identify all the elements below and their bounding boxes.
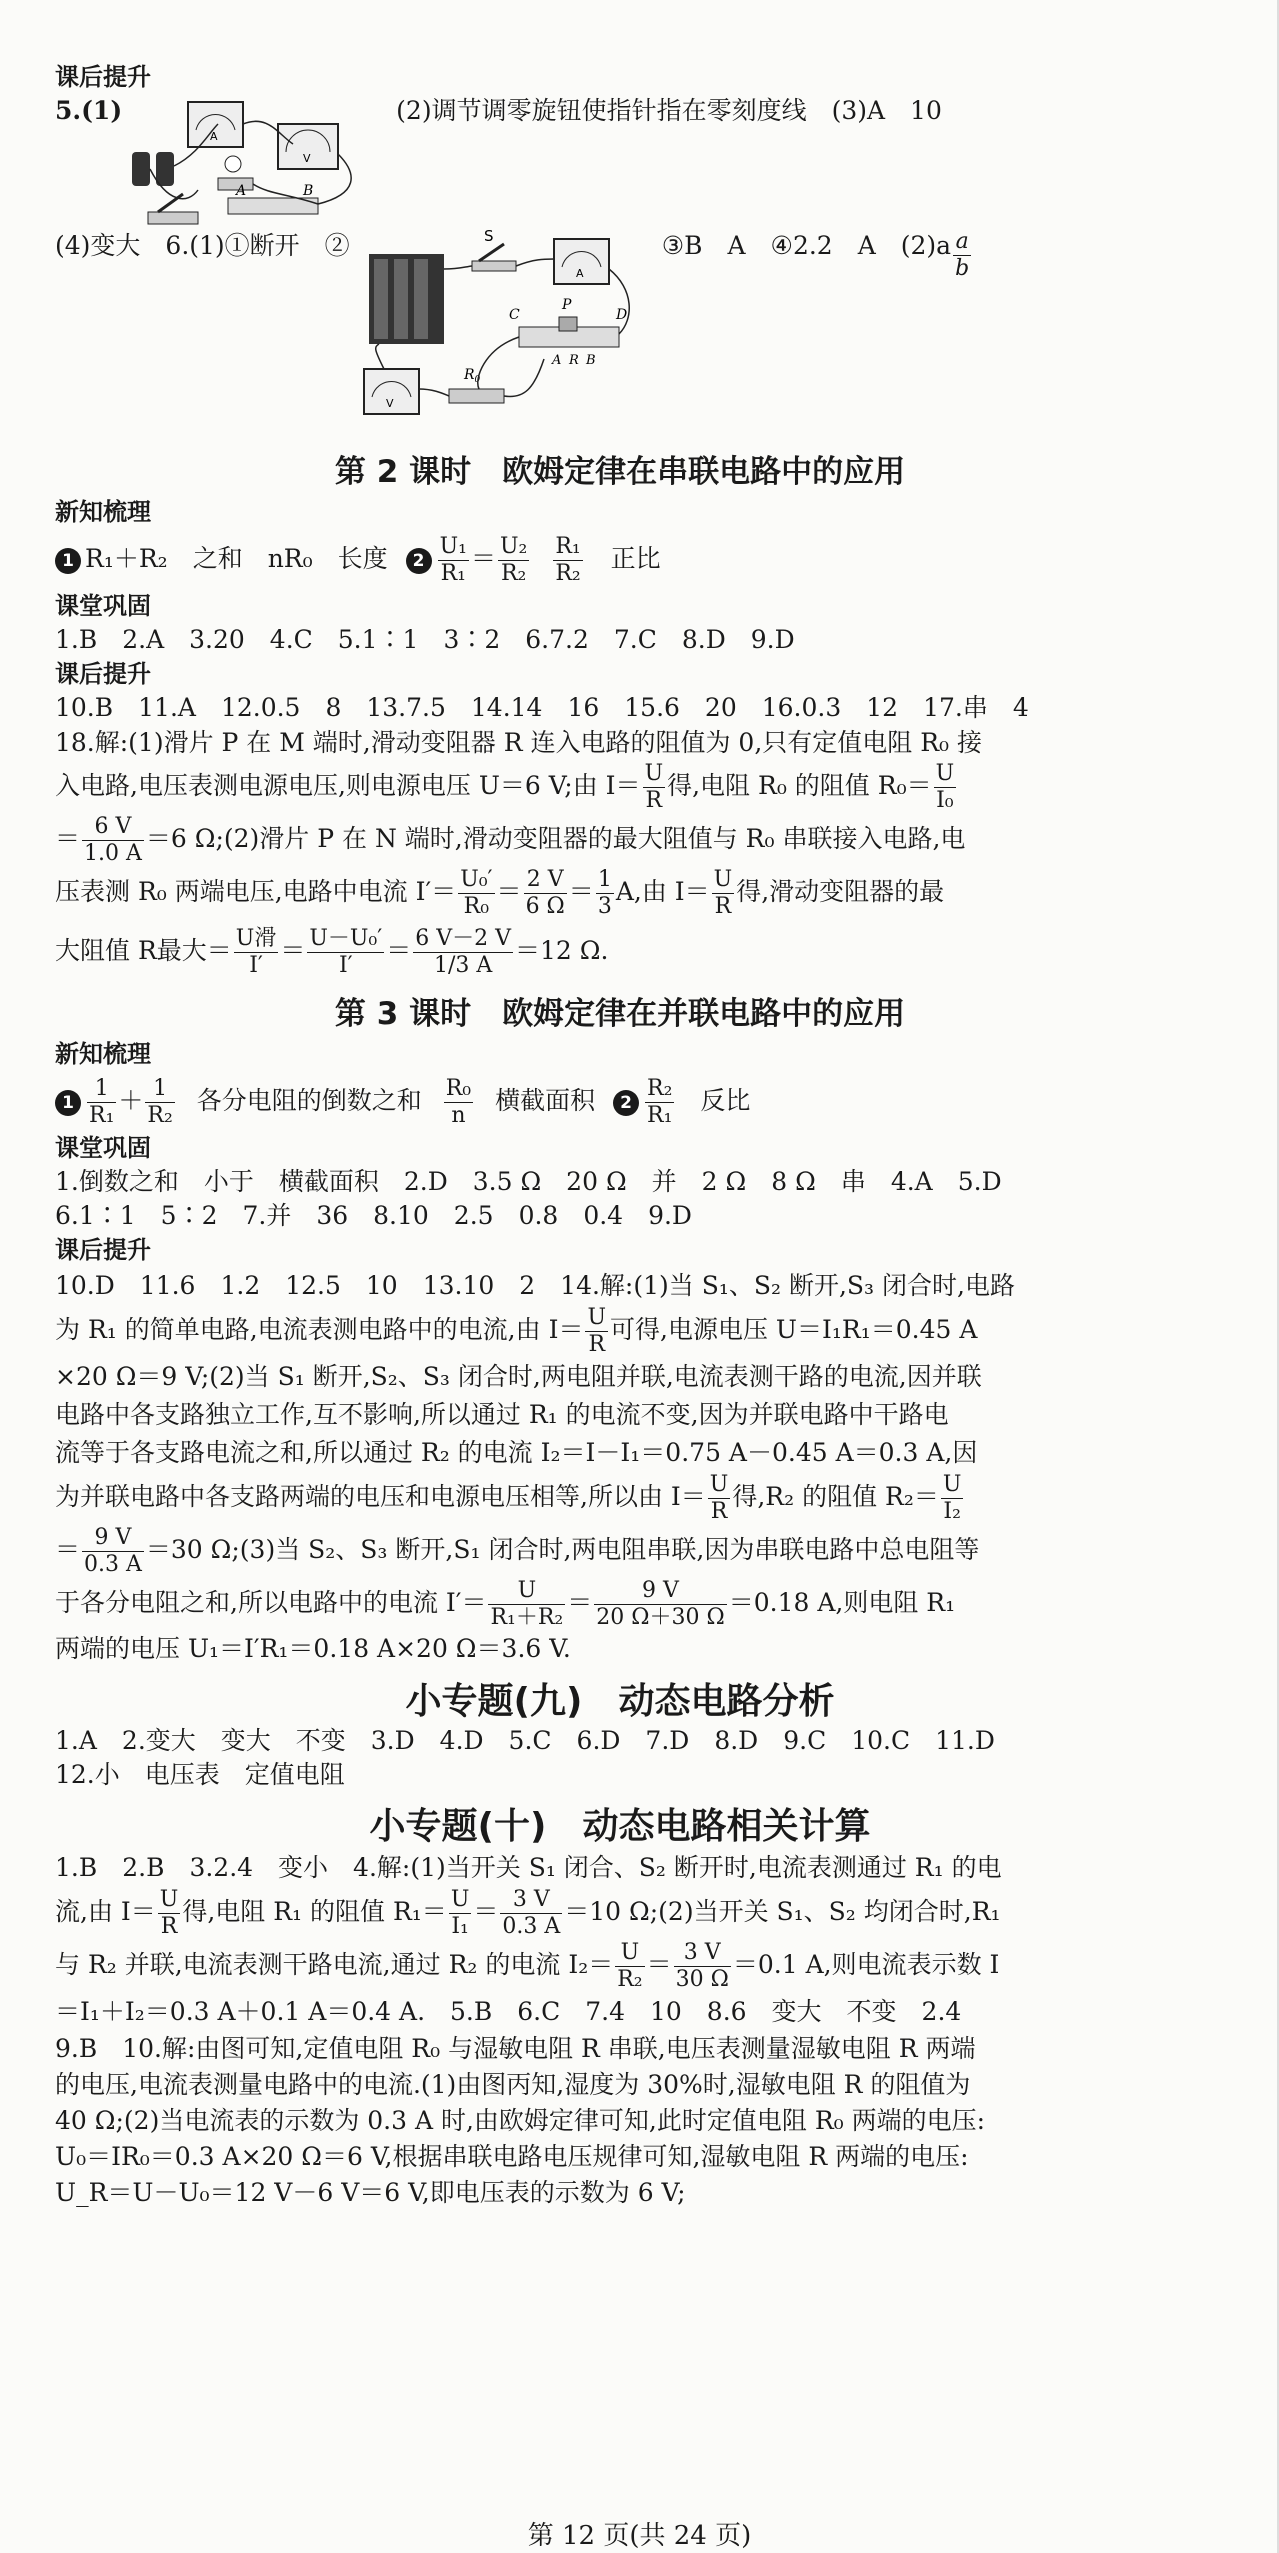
topic-9-title: 小专题(九) 动态电路分析: [405, 1681, 835, 1722]
r0-label: $R_0$: [463, 367, 480, 385]
ammeter-label: A: [575, 267, 584, 280]
rheostat-b-label: B: [303, 183, 314, 199]
q5-number: 5.(1): [55, 96, 123, 125]
l3-knowledge-tail: 反比: [700, 1086, 751, 1115]
l2-knowledge-1: R₁＋R₂ 之和 nR₀ 长度: [85, 544, 388, 573]
section-label: 课堂巩固: [55, 1134, 151, 1162]
l2-class-answers: 1.B 2.A 3.20 4.C 5.1∶1 3∶2 6.7.2 7.C 8.D 9.D: [55, 625, 795, 654]
num-badge-1: 1: [55, 1090, 81, 1116]
section-label: 课后提升: [55, 63, 151, 91]
fraction-a-over-b: $\frac{a}{b}$: [955, 229, 970, 281]
meter-v-label: V: [303, 152, 311, 165]
rheo-a-label: A: [551, 353, 562, 368]
q6-answers: ③B A ④2.2 A (2)a: [661, 231, 952, 260]
num-badge-2: 2: [613, 1090, 639, 1116]
lesson-2-title: 第 2 课时 欧姆定律在串联电路中的应用: [334, 454, 906, 490]
q5-answer-2-3: (2)调节调零旋钮使指针指在零刻度线 (3)A 10: [396, 96, 942, 125]
l3-class-answers-2: 6.1∶1 5∶2 7.并 36 8.10 2.5 0.8 0.4 9.D: [55, 1201, 692, 1230]
meter-a-label: A: [210, 130, 218, 143]
rheo-b-label: B: [585, 353, 596, 368]
l2-knowledge-tail: 正比: [610, 544, 661, 573]
section-label: 课堂巩固: [55, 592, 151, 620]
l3-knowledge-line: 1 $\frac{1}{\text{R₁}}$ ＋ $\frac{1}{\text{R₂}}$ 各分电阻的倒数之和 $\frac{\text{R₀}}{n}$ 横截面积 2 $\frac{\text{R₂}}{\text{R₁}}$ 反比: [55, 1071, 1185, 1131]
l3-knowledge-mid: 各分电阻的倒数之和: [196, 1086, 422, 1115]
topic-9-answers-1: 1.A 2.变大 变大 不变 3.D 4.D 5.C 6.D 7.D 8.D 9.C 10.C 11.D: [55, 1726, 995, 1755]
circuit-figure-1: [128, 94, 378, 229]
rheostat-a-label: A: [236, 183, 247, 199]
l3-class-answers-1: 1.倒数之和 小于 横截面积 2.D 3.5 Ω 20 Ω 并 2 Ω 8 Ω 串 4.A 5.D: [55, 1167, 1002, 1196]
q5-answer-4-q6: (4)变大 6.(1)①断开 ②: [55, 231, 350, 260]
section-label: 新知梳理: [55, 498, 151, 526]
section-label: 课后提升: [55, 1236, 151, 1264]
l2-knowledge-line: 1 R₁＋R₂ 之和 nR₀ 长度 2 $\frac{\text{U₁}}{\text{R₁}}$ ＝ $\frac{\text{U₂}}{\text{R₂}}$ $\frac{\text{R₁}}{\text{R₂}}$ 正比: [55, 529, 1185, 589]
section-label: 新知梳理: [55, 1040, 151, 1068]
section-label: 课后提升: [55, 660, 151, 688]
answer-page: [55, 60, 1185, 2211]
rheo-r-label: R: [568, 353, 579, 368]
num-badge-2: 2: [406, 548, 432, 574]
lesson-3-title: 第 3 课时 欧姆定律在并联电路中的应用: [334, 996, 906, 1032]
rheo-d-label: D: [615, 307, 627, 323]
l3-q14-solution: 10.D 11.6 1.2 12.5 10 13.10 2 14.解:(1)当 S₁、S₂ 断开,S₃ 闭合时,电路 为 R₁ 的简单电路,电流表测电路中的电流,由 I＝ $\frac{U}{R}$ 可得,电源电压 U＝I₁R₁＝0.45 A ×20 Ω＝9 V;(2)当 S₁ 断开,S₂、S₃ 闭合时,两电阻并联,电流表测干路的电流,因并联 电路中各支路独立工作,互不影响,所以通过 R₁ 的电流不变,因为并联电路中干路电 流等于各支路电流之和,所以通过 R₂ 的电流 I₂＝I－I₁＝0.75 A－0.45 A＝0.3 A,因 为并联电路中各支路两端的电压和电源电压相等,所以由 I＝ $\frac{U}{R}$ 得,R₂ 的阻值 R₂＝ $\frac{U}{\text{I₂}}$ ＝ $\frac{9 V}{0.3 A}$ ＝30 Ω;(3)当 S₂、S₃ 断开,S₁ 闭合时,两电阻串联,因为串联电路中总电阻等 于各分电阻之和,所以电路中的电流 I′＝ $\frac{U}{\text{R₁＋R₂}}$ ＝ $\frac{9 V}{20 \Omega+30 \Omega}$ ＝0.18 A,则电阻 R₁ 两端的电压 U₁＝I′R₁＝0.18 A×20 Ω＝3.6 V.: [55, 1271, 1015, 1663]
l2-after-answers: 10.B 11.A 12.0.5 8 13.7.5 14.14 16 15.6 20 16.0.3 12 17.串 4: [55, 693, 1029, 722]
num-badge-1: 1: [55, 548, 81, 574]
rheo-p-label: P: [561, 297, 572, 313]
topic-9-answers-2: 12.小 电压表 定值电阻: [55, 1760, 345, 1789]
topic-10-title: 小专题(十) 动态电路相关计算: [369, 1806, 871, 1847]
topic-10-answers: 1.B 2.B 3.2.4 变小 4.解:(1)当开关 S₁ 闭合、S₂ 断开时,电流表测通过 R₁ 的电 流,由 I＝ $\frac{U}{R}$ 得,电阻 R₁ 的阻值 R₁＝ $\frac{U}{\text{I₁}}$ ＝ $\frac{3 V}{0.3 A}$ ＝10 Ω;(2)当开关 S₁、S₂ 均闭合时,R₁ 与 R₂ 并联,电流表测干路电流,通过 R₂ 的电流 I₂＝ $\frac{U}{\text{R₂}}$ ＝ $\frac{3 V}{30 \Omega}$ ＝0.1 A,则电流表示数 I ＝I₁＋I₂＝0.3 A＋0.1 A＝0.4 A. 5.B 6.C 7.4 10 8.6 变大 不变 2.4 9.B 10.解:由图可知,定值电阻 R₀ 与湿敏电阻 R 串联,电压表测量湿敏电阻 R 两端 的电压,电流表测量电路中的电流.(1)由图丙知,湿度为 30%时,湿敏电阻 R 的阻值为 40 Ω;(2)当电流表的示数为 0.3 A 时,由欧姆定律可知,此时定值电阻 R₀ 两端的电压: U₀＝IR₀＝0.3 A×20 Ω＝6 V,根据串联电路电压规律可知,湿敏电阻 R 两端的电压: U_R＝U－U₀＝12 V－6 V＝6 V,即电压表的示数为 6 V;: [55, 1853, 1002, 2207]
switch-s-label: S: [483, 229, 494, 245]
rheo-c-label: C: [508, 307, 520, 323]
page-footer: 第 12 页(共 24 页): [527, 2521, 752, 2551]
circuit-figure-2: [354, 229, 654, 439]
l3-knowledge-mid2: 横截面积: [495, 1086, 596, 1115]
l2-q18-solution: 18.解:(1)滑片 P 在 M 端时,滑动变阻器 R 连入电路的阻值为 0,只有定值电阻 R₀ 接 入电路,电压表测电源电压,则电源电压 U＝6 V;由 I＝ $\frac{U}{R}$ 得,电阻 R₀ 的阻值 R₀＝ $\frac{U}{\text{I₀}}$ ＝ $\frac{6 V}{1.0 A}$ ＝6 Ω;(2)滑片 P 在 N 端时,滑动变阻器的最大阻值与 R₀ 串联接入电路,电 压表测 R₀ 两端电压,电路中电流 I′＝ $\frac{\text{U₀′}}{\text{R₀}}$ ＝ $\frac{2 V}{6 \Omega}$ ＝ $\frac{1}{3}$ A,由 I＝ $\frac{U}{R}$ 得,滑动变阻器的最 大阻值 R最大＝ $\frac{\text{U滑}}{I'}$ ＝ $\frac{\text{U－U₀′}}{I'}$ ＝ $\frac{6 V-2 V}{1/3 A}$ ＝12 Ω.: [55, 728, 983, 978]
voltmeter-label: V: [385, 397, 394, 410]
